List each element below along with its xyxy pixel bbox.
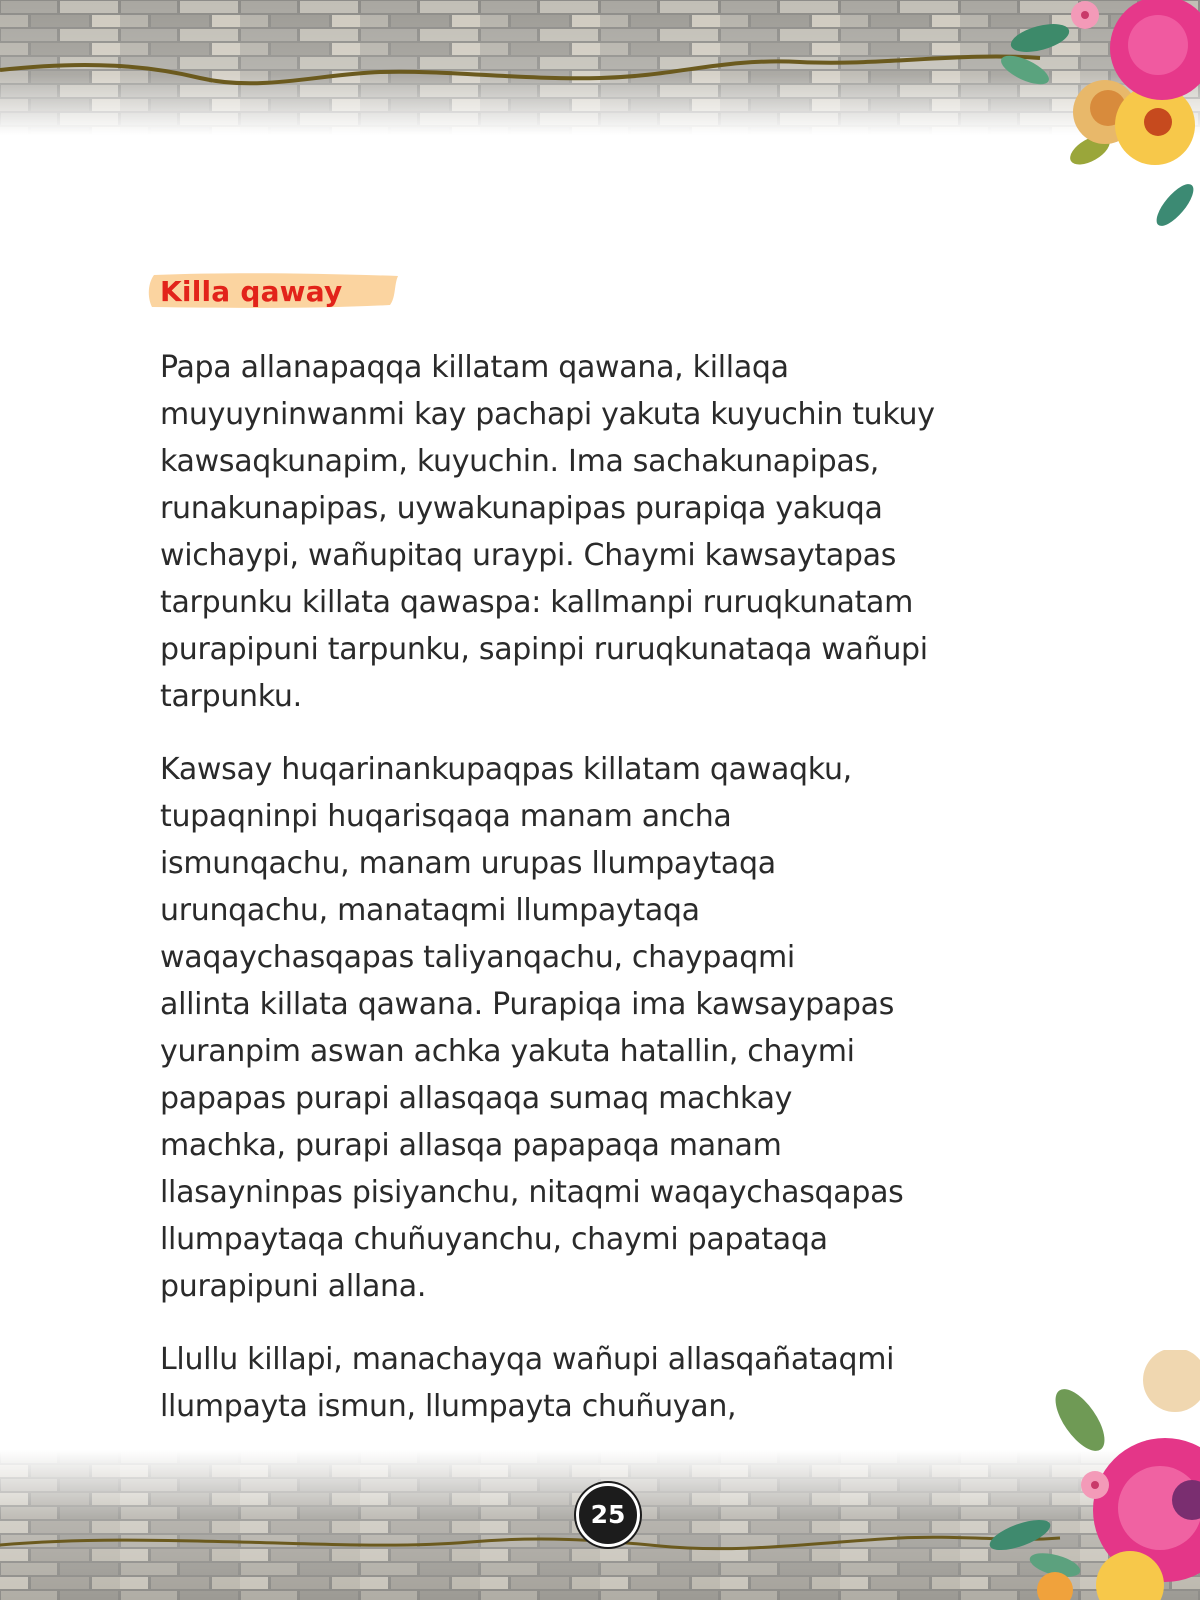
bottom-right-flower-decoration: [960, 1350, 1200, 1600]
text-line: runakunapipas, uywakunapipas purapiqa yakuqa: [160, 491, 883, 526]
reading-text: [160, 344, 1060, 1456]
text-line: Kawsay huqarinankupaqpas killatam qawaqku,: [160, 752, 852, 787]
text-line: tarpunku killata qawaspa: kallmanpi ruruqkunatam: [160, 585, 914, 620]
text-line: kawsaqkunapim, kuyuchin. Ima sachakunapipas,: [160, 444, 880, 479]
text-line: purapipuni allana.: [160, 1269, 427, 1304]
flower-bouquet-icon: [980, 0, 1200, 245]
text-line: llumpayta ismun, llumpayta chuñuyan,: [160, 1389, 737, 1424]
text-line: Papa allanapaqqa killatam qawana, killaqa: [160, 350, 789, 385]
text-line: llumpaytaqa chuñuyanchu, chaymi papataqa: [160, 1222, 828, 1257]
paragraph-1: [160, 344, 1060, 720]
text-line: llasayninpas pisiyanchu, nitaqmi waqaychasqapas: [160, 1175, 904, 1210]
text-line: allinta killata qawana. Purapiqa ima kawsaypapas: [160, 987, 895, 1022]
text-line: urunqachu, manataqmi llumpaytaqa: [160, 893, 700, 928]
text-line: machka, purapi allasqa papapaqa manam: [160, 1128, 782, 1163]
text-line: muyuyninwanmi kay pachapi yakuta kuyuchin tukuy: [160, 397, 935, 432]
page-number: 25: [576, 1483, 640, 1547]
paragraph-3: [160, 1336, 1060, 1430]
text-line: Llullu killapi, manachayqa wañupi allasqañataqmi: [160, 1342, 895, 1377]
text-line: papapas purapi allasqaqa sumaq machkay: [160, 1081, 793, 1116]
text-line: waqaychasqapas taliyanqachu, chaypaqmi: [160, 940, 795, 975]
text-line: ismunqachu, manam urupas llumpaytaqa: [160, 846, 776, 881]
text-line: tarpunku.: [160, 679, 302, 714]
heading-text: Killa qaway: [160, 275, 343, 308]
paragraph-2: [160, 746, 1060, 1310]
text-line: purapipuni tarpunku, sapinpi ruruqkunataqa wañupi: [160, 632, 928, 667]
section-heading: [146, 271, 402, 311]
flower-bouquet-icon: [960, 1350, 1200, 1600]
text-line: tupaqninpi huqarisqaqa manam ancha: [160, 799, 732, 834]
text-line: wichaypi, wañupitaq uraypi. Chaymi kawsaytapas: [160, 538, 897, 573]
text-line: yuranpim aswan achka yakuta hatallin, chaymi: [160, 1034, 855, 1069]
top-right-flower-decoration: [980, 0, 1200, 245]
